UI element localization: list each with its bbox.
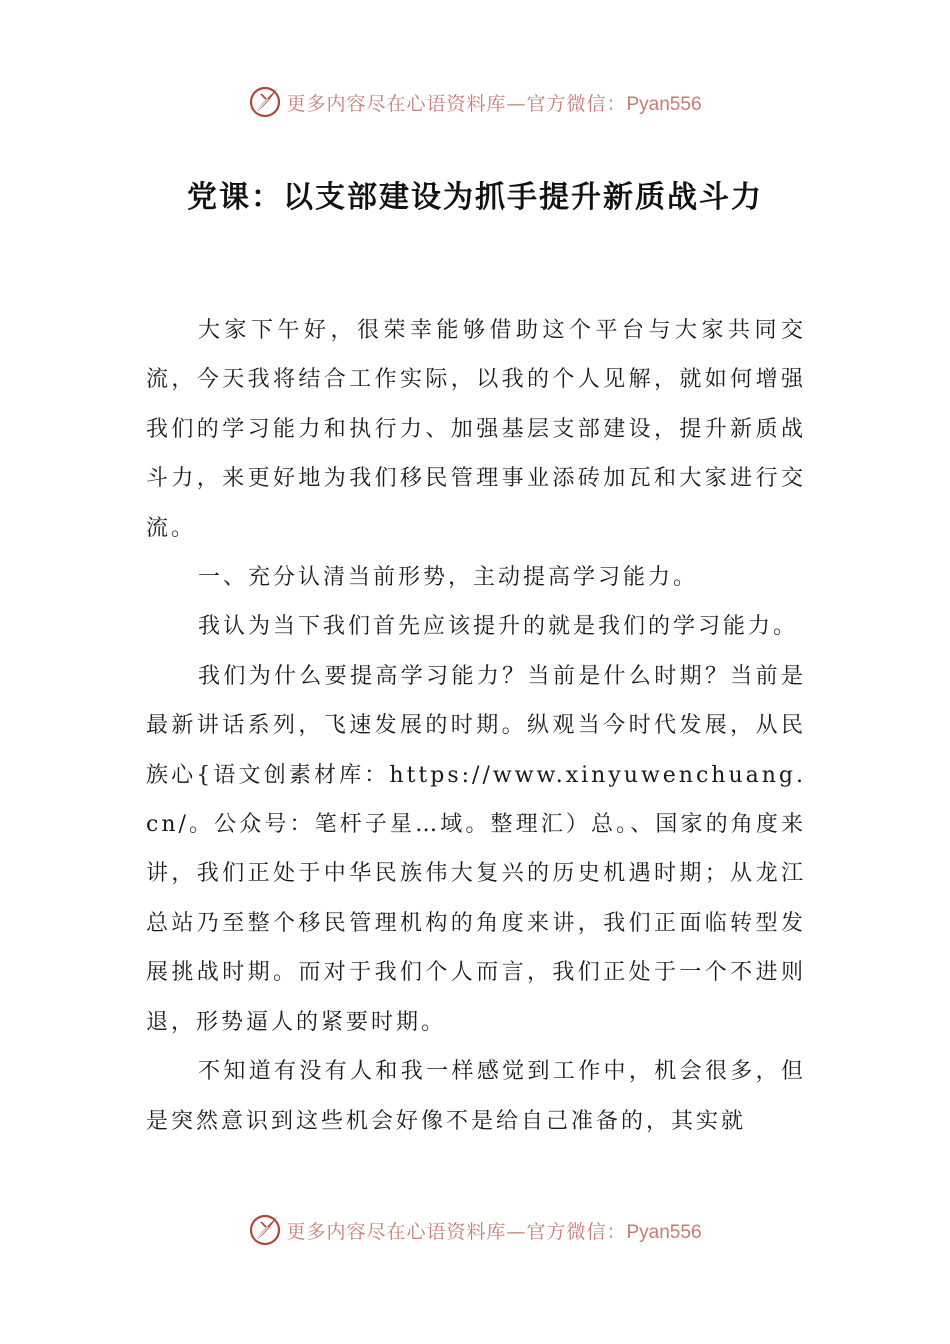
- footer-watermark: [0, 1210, 950, 1250]
- quill-logo-icon: [248, 85, 282, 119]
- paragraph-3: 我们为什么要提高学习能力？当前是什么时期？当前是最新讲话系列，飞速发展的时期。纵观当今时代发展，从民族心{语文创素材库：https://www.xinyuwenchuang.cn/。公众号：笔杆子星…域。整理汇）总。、国家的角度来讲，我们正处于中华民族伟大复兴的历史机遇时期；从龙江总站乃至整个移民管理机构的角度来讲，我们正面临转型发展挑战时期。而对于我们个人而言，我们正处于一个不进则退，形势逼人的紧要时期。: [146, 663, 806, 1035]
- paragraph-2: 我认为当下我们首先应该提升的就是我们的学习能力。: [198, 614, 799, 640]
- wechat-id: Pyan556: [626, 1221, 702, 1243]
- section-heading-1: 一、充分认清当前形势，主动提高学习能力。: [198, 565, 699, 591]
- header-watermark: [0, 82, 950, 122]
- document-body: [146, 306, 806, 1146]
- paragraph-intro: 大家下午好，很荣幸能够借助这个平台与大家共同交流，今天我将结合工作实际，以我的个人见解，就如何增强我们的学习能力和执行力、加强基层支部建设，提升新质战斗力，来更好地为我们移民管理事业添砖加瓦和大家进行交流。: [146, 318, 806, 541]
- watermark-text: 更多内容尽在心语资料库—官方微信：Pyan556: [286, 92, 702, 115]
- wechat-id: Pyan556: [626, 93, 702, 115]
- quill-logo-icon: [248, 1213, 282, 1247]
- document-title: 党课：以支部建设为抓手提升新质战斗力: [187, 180, 763, 215]
- paragraph-4: 不知道有没有人和我一样感觉到工作中，机会很多，但是突然意识到这些机会好像不是给自己准备的，其实就: [146, 1059, 806, 1134]
- watermark-text: 更多内容尽在心语资料库—官方微信：Pyan556: [286, 1220, 702, 1243]
